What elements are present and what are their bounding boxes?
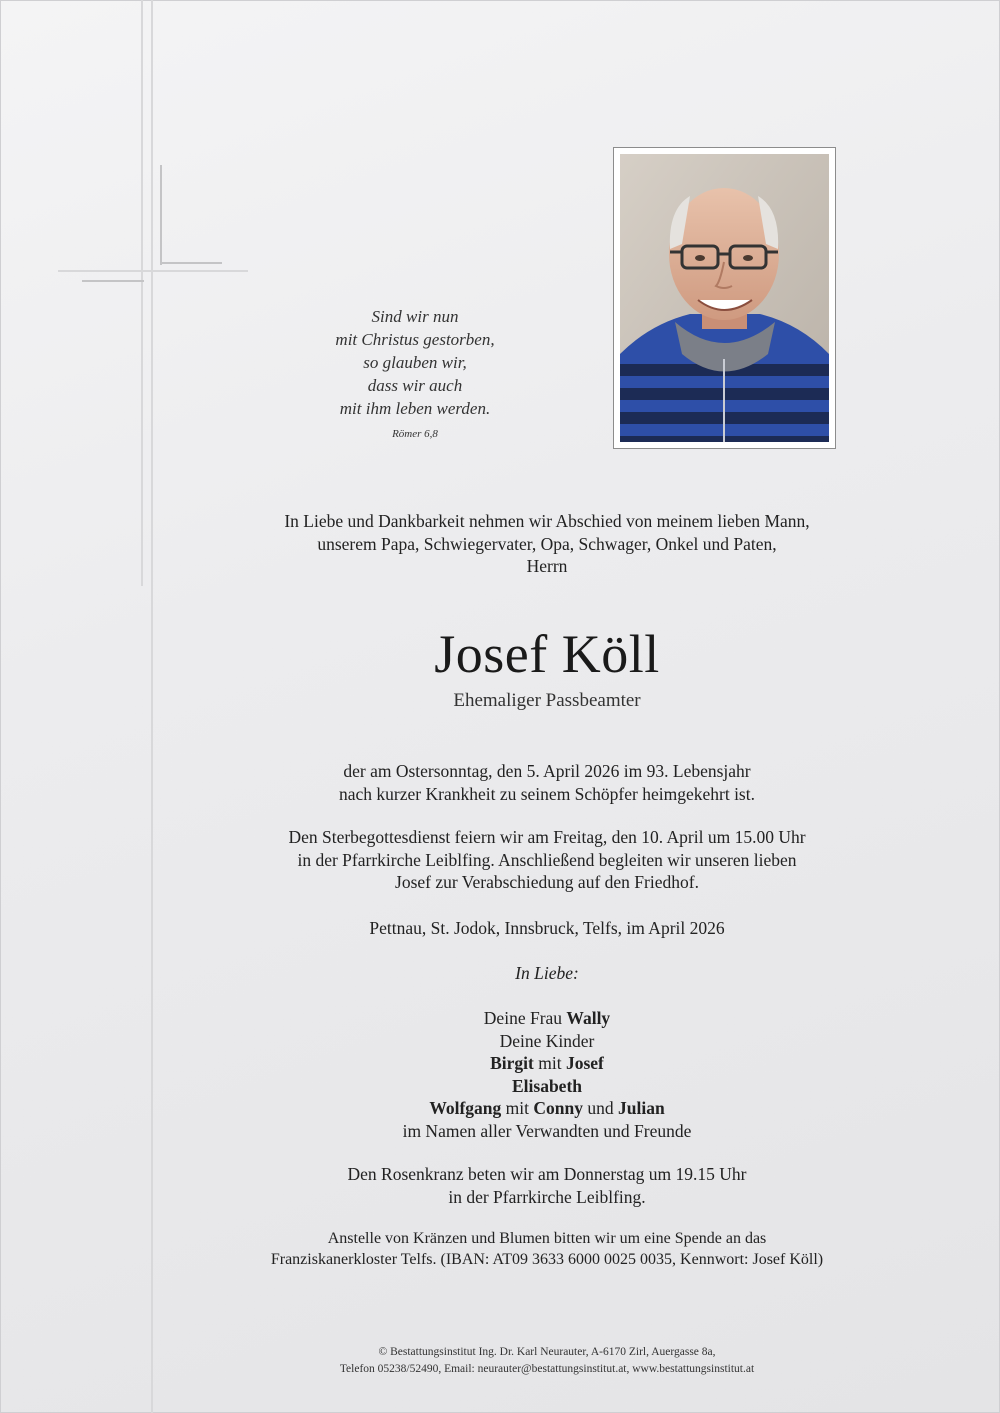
footer-line: Telefon 05238/52490, Email: neurauter@bestattungsinstitut.at, www.bestattungsinstitut.at: [339, 1363, 755, 1375]
donation-line: Anstelle von Kränzen und Blumen bitten wir um eine Spende an das: [327, 1230, 767, 1247]
death-notice: [0, 760, 1000, 805]
portrait-photo: [613, 147, 836, 449]
death-line: der am Ostersonntag, den 5. April 2026 im 93. Lebensjahr: [343, 761, 751, 781]
verse-line: mit Christus gestorben,: [335, 330, 495, 349]
verse-line: mit ihm leben werden.: [339, 399, 491, 418]
funeral-service: [0, 826, 1000, 894]
family-child: Birgit mit Josef: [490, 1053, 604, 1073]
deceased-title: Ehemaliger Passbeamter: [453, 690, 641, 711]
intro-line: unserem Papa, Schwiegervater, Opa, Schwager, Onkel und Paten,: [317, 533, 777, 554]
places-date: Pettnau, St. Jodok, Innsbruck, Telfs, im April 2026: [369, 918, 725, 938]
rosary-line: in der Pfarrkirche Leiblfing.: [448, 1186, 646, 1207]
funeral-home-footer: [0, 1344, 1000, 1378]
family-child: Wolfgang mit Conny und Julian: [429, 1098, 665, 1118]
family-child: Elisabeth: [511, 1075, 583, 1096]
verse-line: so glauben wir,: [363, 353, 467, 372]
family-wife: Deine Frau Wally: [483, 1008, 611, 1028]
verse-source: Römer 6,8: [392, 428, 438, 440]
donation-line: Franziskanerkloster Telfs. (IBAN: AT09 3633 6000 0025 0035, Kennwort: Josef Köll): [270, 1251, 824, 1268]
intro-line: Herrn: [526, 556, 568, 576]
service-line: Josef zur Verabschiedung auf den Friedhof.: [395, 872, 699, 892]
verse-line: Sind wir nun: [371, 307, 459, 326]
deceased-name: Josef Köll: [434, 624, 660, 684]
portrait-image: [620, 154, 829, 442]
rosary-line: Den Rosenkranz beten wir am Donnerstag um 19.15 Uhr: [347, 1164, 747, 1184]
death-line: nach kurzer Krankheit zu seinem Schöpfer heimgekehrt ist.: [339, 783, 755, 804]
wife-name: Wally: [566, 1008, 611, 1028]
footer-line: © Bestattungsinstitut Ing. Dr. Karl Neurauter, A-6170 Zirl, Auergasse 8a,: [378, 1346, 716, 1358]
rosary-notice: [0, 1163, 1000, 1208]
donation-notice: [0, 1228, 1000, 1270]
family-relatives: im Namen aller Verwandten und Freunde: [402, 1120, 692, 1141]
intro-text: [0, 510, 1000, 578]
service-line: Den Sterbegottesdienst feiern wir am Freitag, den 10. April um 15.00 Uhr: [288, 827, 806, 847]
bible-verse: [300, 305, 530, 442]
family-list: [0, 1007, 1000, 1142]
in-love-heading: In Liebe:: [515, 963, 579, 983]
verse-line: dass wir auch: [367, 376, 463, 395]
intro-line: In Liebe und Dankbarkeit nehmen wir Abschied von meinem lieben Mann,: [284, 511, 810, 531]
service-line: in der Pfarrkirche Leiblfing. Anschließend begleiten wir unseren lieben: [297, 849, 797, 870]
children-label: Deine Kinder: [499, 1030, 595, 1051]
